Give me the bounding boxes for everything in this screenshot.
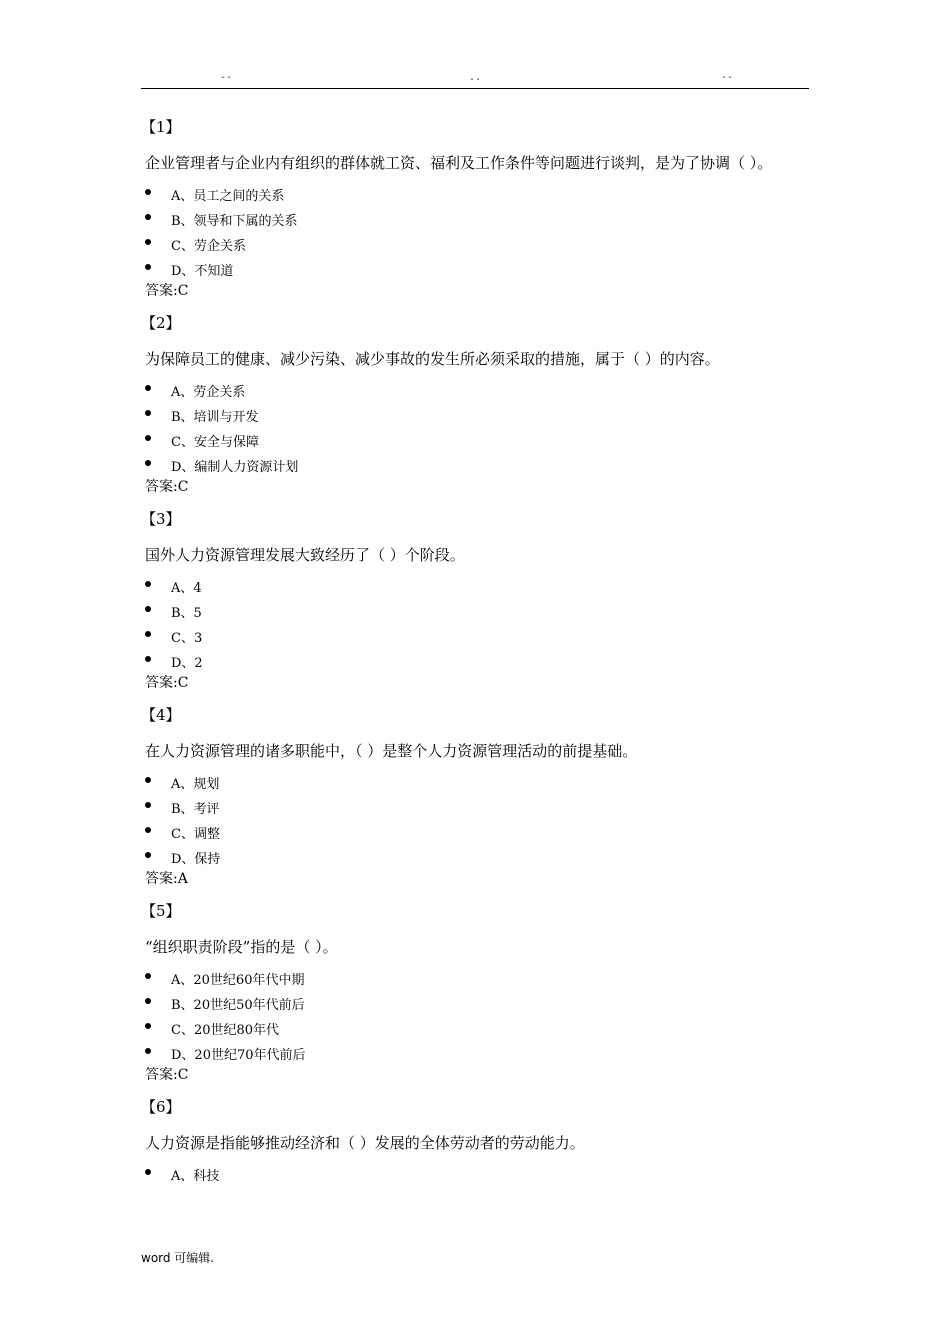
option-list — [145, 380, 810, 480]
option-item — [145, 455, 810, 480]
bullet-icon — [145, 973, 151, 979]
option-label: D、编制人力资源计划 — [171, 460, 299, 475]
answer-line: 答案:C — [145, 675, 189, 691]
question-block — [141, 898, 810, 1086]
bullet-icon — [145, 189, 151, 195]
bullet-icon — [145, 410, 151, 416]
header-left: -- — [220, 72, 233, 83]
bullet-icon — [145, 239, 151, 245]
option-label: D、2 — [171, 656, 203, 671]
bullet-icon — [145, 852, 151, 858]
bullet-icon — [145, 998, 151, 1004]
bullet-icon — [145, 1023, 151, 1029]
bullet-icon — [145, 264, 151, 270]
option-label: B、培训与开发 — [171, 410, 259, 425]
option-label: C、劳企关系 — [171, 239, 246, 254]
question-text: 人力资源是指能够推动经济和（ ）发展的全体劳动者的劳动能力。 — [145, 1134, 585, 1152]
option-label: D、20世纪70年代前后 — [171, 1048, 306, 1063]
header-right: -- — [721, 72, 734, 83]
question-text: 国外人力资源管理发展大致经历了（ ）个阶段。 — [145, 546, 465, 564]
option-list — [145, 1164, 810, 1189]
bullet-icon — [145, 802, 151, 808]
option-item — [145, 847, 810, 872]
bullet-icon — [145, 1169, 151, 1175]
option-list — [145, 968, 810, 1068]
option-item — [145, 1018, 810, 1043]
option-label: C、20世纪80年代 — [171, 1023, 280, 1038]
bullet-icon — [145, 435, 151, 441]
option-item — [145, 405, 810, 430]
question-text: 为保障员工的健康、减少污染、减少事故的发生所必须采取的措施，属于（ ）的内容。 — [145, 350, 720, 368]
page-footer: word 可编辑. — [141, 1251, 215, 1265]
option-label: A、科技 — [171, 1169, 220, 1184]
answer-line: 答案:C — [145, 479, 189, 495]
option-item — [145, 626, 810, 651]
question-block — [141, 1094, 810, 1189]
option-label: A、4 — [171, 581, 202, 596]
option-label: A、劳企关系 — [171, 385, 246, 400]
bullet-icon — [145, 385, 151, 391]
option-label: B、5 — [171, 606, 202, 621]
question-number: 【2】 — [141, 314, 181, 332]
option-label: C、调整 — [171, 827, 220, 842]
option-label: D、不知道 — [171, 264, 234, 279]
option-label: B、20世纪50年代前后 — [171, 998, 305, 1013]
answer-line: 答案:C — [145, 283, 189, 299]
option-label: B、领导和下属的关系 — [171, 214, 298, 229]
option-item — [145, 576, 810, 601]
question-text: 企业管理者与企业内有组织的群体就工资、福利及工作条件等问题进行谈判，是为了协调（ ）。 — [145, 154, 773, 172]
option-item — [145, 797, 810, 822]
answer-line: 答案:A — [145, 871, 188, 887]
option-item — [145, 430, 810, 455]
option-item — [145, 209, 810, 234]
option-item — [145, 968, 810, 993]
option-item — [145, 993, 810, 1018]
option-item — [145, 822, 810, 847]
question-block — [141, 506, 810, 694]
option-item — [145, 234, 810, 259]
question-block — [141, 310, 810, 498]
question-number: 【5】 — [141, 902, 181, 920]
question-number: 【1】 — [141, 118, 181, 136]
bullet-icon — [145, 777, 151, 783]
question-number: 【6】 — [141, 1098, 181, 1116]
question-text: 在人力资源管理的诸多职能中，（ ）是整个人力资源管理活动的前提基础。 — [145, 742, 638, 760]
bullet-icon — [145, 827, 151, 833]
option-item — [145, 651, 810, 676]
page-header — [141, 72, 809, 89]
bullet-icon — [145, 631, 151, 637]
bullet-icon — [145, 1048, 151, 1054]
option-item — [145, 772, 810, 797]
question-block — [141, 114, 810, 302]
question-block — [141, 702, 810, 890]
option-label: A、员工之间的关系 — [171, 189, 285, 204]
question-list — [141, 110, 810, 1189]
option-label: C、安全与保障 — [171, 435, 259, 450]
option-item — [145, 259, 810, 284]
answer-line: 答案:C — [145, 1067, 189, 1083]
option-label: B、考评 — [171, 802, 220, 817]
option-list — [145, 772, 810, 872]
header-center: .. — [469, 72, 482, 83]
option-item — [145, 1164, 810, 1189]
option-label: A、规划 — [171, 777, 220, 792]
option-label: C、3 — [171, 631, 203, 646]
option-list — [145, 576, 810, 676]
question-number: 【4】 — [141, 706, 181, 724]
bullet-icon — [145, 581, 151, 587]
option-item — [145, 1043, 810, 1068]
bullet-icon — [145, 214, 151, 220]
bullet-icon — [145, 606, 151, 612]
option-label: D、保持 — [171, 852, 221, 867]
question-text: “组织职责阶段”指的是（ ）。 — [145, 938, 338, 956]
bullet-icon — [145, 460, 151, 466]
option-label: A、20世纪60年代中期 — [171, 973, 305, 988]
option-item — [145, 184, 810, 209]
question-number: 【3】 — [141, 510, 181, 528]
option-item — [145, 380, 810, 405]
option-item — [145, 601, 810, 626]
bullet-icon — [145, 656, 151, 662]
option-list — [145, 184, 810, 284]
